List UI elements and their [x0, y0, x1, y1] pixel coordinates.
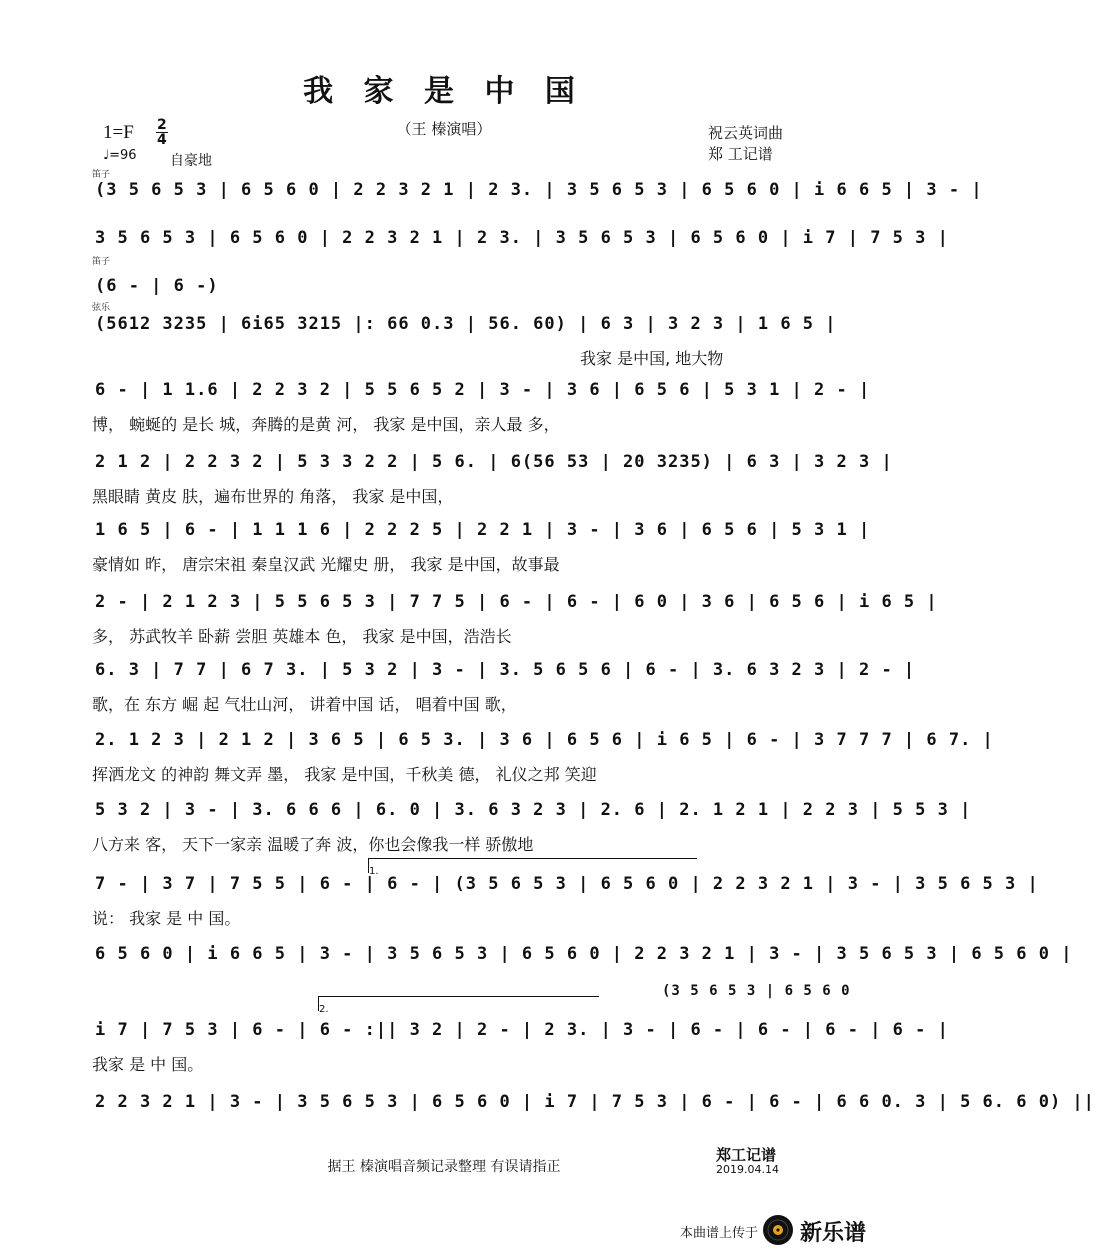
score-row-notes: i 7 | 7 5 3 | 6 - | 6 - :|| 3 2 | 2 - | 2 3. | 3 - | 6 - | 6 - | 6 - | 6 - |	[95, 1020, 949, 1040]
signature: 郑工记谱	[716, 1146, 777, 1164]
site-logo[interactable]	[760, 1212, 878, 1248]
score-row-notes: 2. 1 2 3 | 2 1 2 | 3 6 5 | 6 5 3. | 3 6 | 6 5 6 | i 6 5 | 6 - | 3 7 7 7 | 6 7. |	[95, 730, 994, 750]
score-row-notes: 1 6 5 | 6 - | 1 1 1 6 | 2 2 2 5 | 2 2 1 | 3 - | 3 6 | 6 5 6 | 5 3 1 |	[95, 520, 871, 540]
score-row-lyrics: 八方来 客， 天下一家亲 温暖了奔 波，你也会像我一样 骄傲地	[92, 835, 534, 854]
score-row-notes: 3 5 6 5 3 | 6 5 6 0 | 2 2 3 2 1 | 2 3. | 3 5 6 5 3 | 6 5 6 0 | i 7 | 7 5 3 |	[95, 228, 949, 248]
score-row-lyrics: 挥洒龙文 的神韵 舞文弄 墨， 我家 是中国，千秋美 德， 礼仪之邦 笑迎	[92, 765, 597, 784]
score-row-notes: 5 3 2 | 3 - | 3. 6 6 6 | 6. 0 | 3. 6 3 2 3 | 2. 6 | 2. 1 2 1 | 2 2 3 | 5 5 3 |	[95, 800, 972, 820]
volta-second-label: 2.	[319, 1004, 329, 1015]
key-signature: 1=F	[103, 122, 134, 143]
upload-text: 本曲谱上传于	[680, 1226, 759, 1241]
score-row-lyrics: 说： 我家 是 中 国。	[92, 909, 241, 928]
score-row-notes: (3 5 6 5 3 | 6 5 6 0 | 2 2 3 2 1 | 2 3. | 3 5 6 5 3 | 6 5 6 0 | i 6 6 5 | 3 - |	[95, 180, 983, 200]
score-row-notes: 6. 3 | 7 7 | 6 7 3. | 5 3 2 | 3 - | 3. 5 6 5 6 | 6 - | 3. 6 3 2 3 | 2 - |	[95, 660, 916, 680]
song-title: 我 家 是 中 国	[303, 74, 585, 109]
score-row-notes: 7 - | 3 7 | 7 5 5 | 6 - | 6 - | (3 5 6 5 3 | 6 5 6 0 | 2 2 3 2 1 | 3 - | 3 5 6 5 3 |	[95, 874, 1039, 894]
footer-note: 据王 榛演唱音频记录整理 有误请指正	[327, 1159, 561, 1175]
score-row-notes: (5612 3235 | 6i65 3215 |: 66 0.3 | 56. 60) | 6 3 | 3 2 3 | 1 6 5 |	[95, 314, 837, 334]
score-row-lyrics: 我家 是中国, 地大物	[580, 349, 724, 368]
instrument-label-flute: 笛子	[92, 170, 111, 180]
meter-bottom: 4	[157, 132, 167, 148]
lyricist-composer: 祝云英词曲	[708, 124, 784, 142]
score-row-lyrics: 博， 蜿蜒的 是长 城，奔腾的是黄 河， 我家 是中国，亲人最 多，	[92, 415, 560, 434]
score-row-notes: 2 1 2 | 2 2 3 2 | 5 3 3 2 2 | 5 6. | 6(56 53 | 20 3235) | 6 3 | 3 2 3 |	[95, 452, 893, 472]
expression-mark: 自豪地	[170, 153, 212, 169]
site-name: 新乐谱	[800, 1221, 867, 1246]
score-row-notes: 2 - | 2 1 2 3 | 5 5 6 5 3 | 7 7 5 | 6 - | 6 - | 6 0 | 3 6 | 6 5 6 | i 6 5 |	[95, 592, 938, 612]
score-row-lyrics: 我家 是 中 国。	[92, 1055, 204, 1074]
volta-first-label: 1.	[369, 866, 379, 877]
volta-second	[318, 996, 599, 1015]
score-row-notes: 2 2 3 2 1 | 3 - | 3 5 6 5 3 | 6 5 6 0 | i 7 | 7 5 3 | 6 - | 6 - | 6 6 0. 3 | 5 6. 6 0) ||	[95, 1092, 1095, 1112]
transcriber: 郑 工记谱	[708, 145, 773, 163]
score-row-lyrics: 豪情如 昨， 唐宗宋祖 秦皇汉武 光耀史 册， 我家 是中国，故事最	[92, 555, 560, 574]
instrument-label-strings: 弦乐	[92, 303, 111, 313]
ossia-line: (3 5 6 5 3 | 6 5 6 0	[662, 983, 851, 999]
tempo-mark: ♩=96	[103, 148, 137, 163]
score-row-lyrics: 多， 苏武牧羊 卧薪 尝胆 英雄本 色， 我家 是中国，浩浩长	[92, 627, 512, 646]
score-row-notes: 6 - | 1 1.6 | 2 2 3 2 | 5 5 6 5 2 | 3 - | 3 6 | 6 5 6 | 5 3 1 | 2 - |	[95, 380, 871, 400]
meter-top: 2	[157, 117, 167, 133]
score-row-notes: 6 5 6 0 | i 6 6 5 | 3 - | 3 5 6 5 3 | 6 5 6 0 | 2 2 3 2 1 | 3 - | 3 5 6 5 3 | 6 5 6 0 |	[95, 944, 1073, 964]
volta-first	[368, 858, 697, 877]
score-row-lyrics: 歌，在 东方 崛 起 气壮山河， 讲着中国 话， 唱着中国 歌，	[92, 695, 517, 714]
sign-date: 2019.04.14	[716, 1163, 779, 1176]
instrument-label-flute-2: 笛子	[92, 257, 111, 267]
time-signature	[156, 118, 168, 147]
score-row-lyrics: 黑眼睛 黄皮 肤，遍布世界的 角落， 我家 是中国，	[92, 487, 454, 506]
score-row-notes: (6 - | 6 -)	[95, 276, 219, 296]
song-subtitle: （王 榛演唱）	[396, 120, 492, 138]
